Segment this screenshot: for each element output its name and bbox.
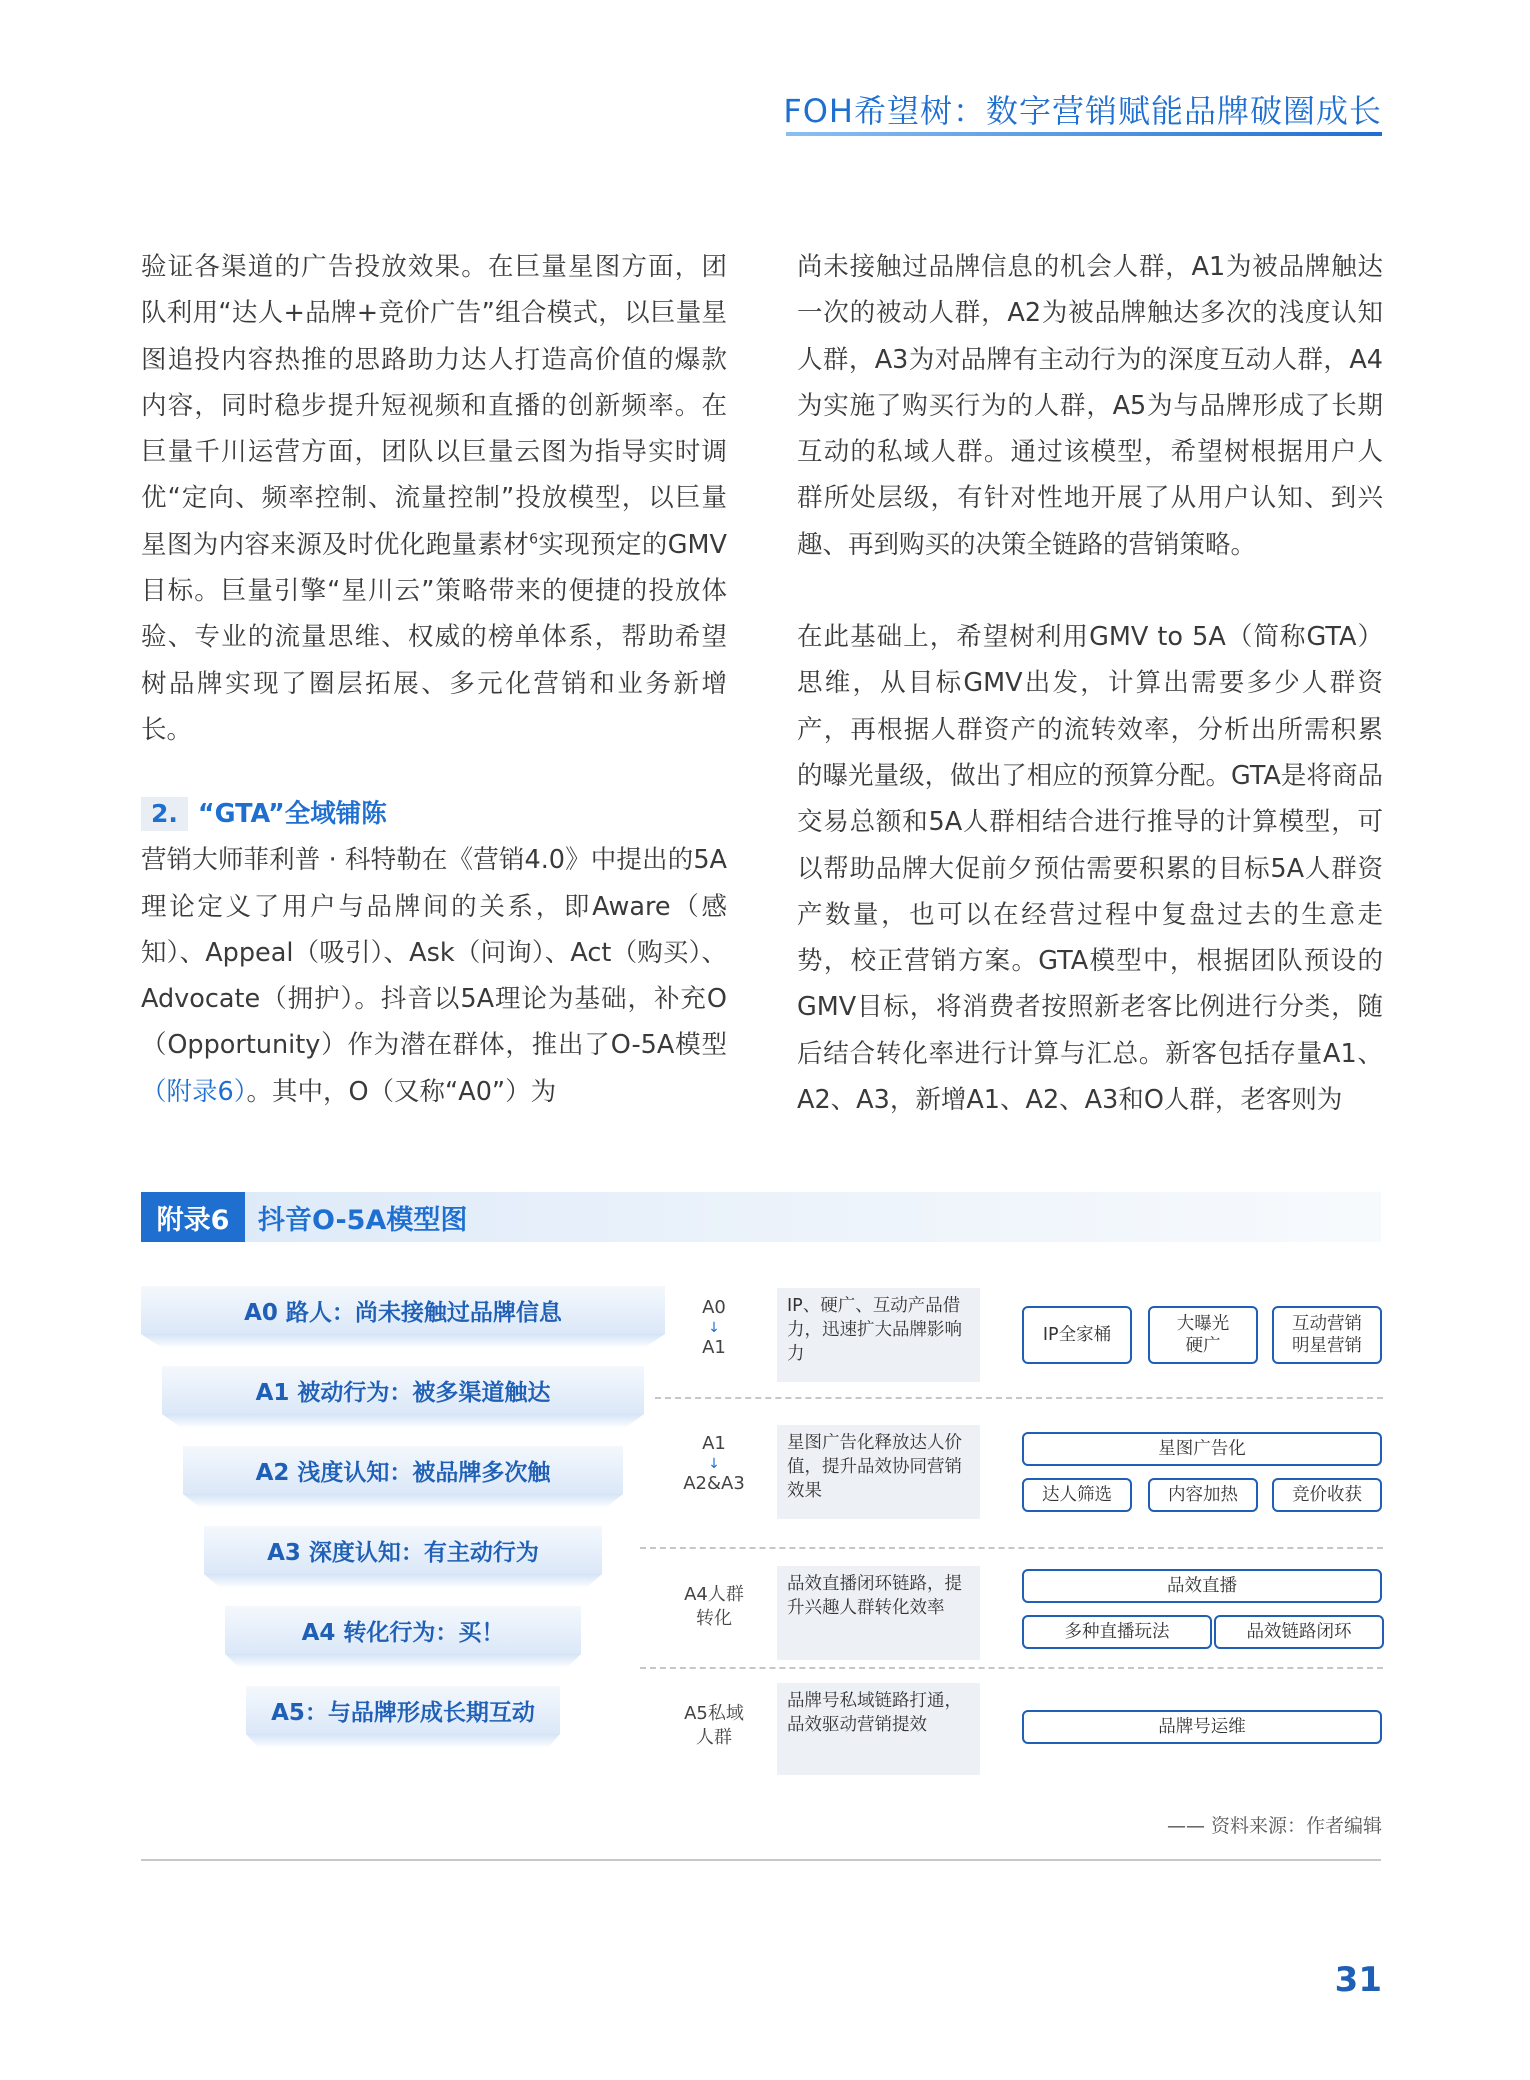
left-column (141, 244, 727, 1115)
funnel-level-a2: A2 浅度认知：被品牌多次触 (183, 1446, 623, 1494)
right-column (797, 244, 1383, 1123)
section-heading (141, 791, 727, 837)
arrow-down-icon: ↓ (708, 1320, 720, 1336)
running-header-title: FOH希望树：数字营销赋能品牌破圈成长 (783, 92, 1382, 130)
stage-4-description: 品牌号私域链路打通，品效驱动营销提效 (777, 1683, 980, 1775)
stage-2-description: 星图广告化释放达人价值，提升品效协同营销效果 (777, 1425, 980, 1519)
tag-content-boost: 内容加热 (1148, 1478, 1258, 1512)
tag-brand-account-ops: 品牌号运维 (1022, 1710, 1382, 1744)
section-title: “GTA”全域铺陈 (197, 799, 387, 830)
stage-2-label: A1 ↓ A2&A3 (669, 1432, 759, 1496)
right-paragraph-1: 尚未接触过品牌信息的机会人群，A1为被品牌触达一次的被动人群，A2为被品牌触达多次的浅度认知人群，A3为对品牌有主动行为的深度互动人群，A4为实施了购买行为的人群，A5为与品牌形成了长期互动的私域人群。通过该模型，希望树根据用户人群所处层级，有针对性地开展了从用户认知、到兴趣、再到购买的决策全链路的营销策略。 (797, 252, 1383, 560)
stage-3-description: 品效直播闭环链路，提升兴趣人群转化效率 (777, 1566, 980, 1660)
funnel-level-a5: A5：与品牌形成长期互动 (246, 1686, 560, 1734)
header-rule (786, 132, 1382, 136)
stage-divider (640, 1547, 1383, 1549)
page-number: 31 (1334, 1960, 1382, 2000)
stage-divider (655, 1397, 1383, 1399)
funnel-level-a4: A4 转化行为：买！ (225, 1606, 581, 1654)
arrow-down-icon: ↓ (708, 1456, 720, 1472)
bottom-rule (141, 1859, 1381, 1861)
tag-ip-bundle: IP全家桶 (1022, 1306, 1132, 1364)
left-paragraph-1: 验证各渠道的广告投放效果。在巨量星图方面，团队利用“达人+品牌+竞价广告”组合模式，以巨量星图追投内容热推的思路助力达人打造高价值的爆款内容，同时稳步提升短视频和直播的创新频率。在巨量千川运营方面，团队以巨量云图为指导实时调优“定向、频率控制、流量控制”投放模型，以巨量星图为内容来源及时优化跑量素材$^6$实现预定的GMV目标。巨量引擎“星川云”策略带来的便捷的投放体验、专业的流量思维、权威的榜单体系，帮助希望树品牌实现了圈层拓展、多元化营销和业务新增长。 (141, 252, 727, 745)
funnel-level-a3: A3 深度认知：有主动行为 (204, 1526, 602, 1574)
appendix-tag: 附录6 (141, 1192, 245, 1242)
footnote-ref[interactable]: 6 (529, 531, 539, 548)
tag-kol-screening: 达人筛选 (1022, 1478, 1132, 1512)
stage-1-description: IP、硬广、互动产品借力，迅速扩大品牌影响力 (777, 1288, 980, 1382)
right-paragraph-2: 在此基础上，希望树利用GMV to 5A（简称GTA）思维，从目标GMV出发，计算出需要多少人群资产，再根据人群资产的流转效率，分析出所需积累的曝光量级，做出了相应的预算分配。GTA是将商品交易总额和5A人群相结合进行推导的计算模型，可以帮助品牌大促前夕预估需要积累的目标5A人群资产数量，也可以在经营过程中复盘过去的生意走势，校正营销方案。GTA模型中，根据团队预设的GMV目标，将消费者按照新老客比例进行分类，随后结合转化率进行计算与汇总。新客包括存量A1、A2、A3，新增A1、A2、A3和O人群，老客则为 (797, 622, 1383, 1116)
tag-performance-live: 品效直播 (1022, 1569, 1382, 1603)
section-number: 2. (141, 797, 188, 831)
funnel-level-a1: A1 被动行为：被多渠道触达 (162, 1366, 644, 1414)
left-paragraph-2: 营销大师菲利普 · 科特勒在《营销4.0》中提出的5A理论定义了用户与品牌间的关系，即Aware（感知）、Appeal（吸引）、Ask（问询）、Act（购买）、Advocate（拥护）。抖音以5A理论为基础，补充O（Opportunity）作为潜在群体，推出了O-5A模型（附录6）。其中，O（又称“A0”）为 (141, 845, 727, 1107)
funnel-level-a0: A0 路人：尚未接触过品牌信息 (141, 1286, 665, 1334)
stage-4-label: A5私域 人群 (684, 1703, 744, 1748)
appendix-link[interactable]: （附录6） (141, 1076, 247, 1107)
source-note: —— 资料来源：作者编辑 (1166, 1815, 1382, 1837)
tag-closed-loop: 品效链路闭环 (1214, 1615, 1384, 1649)
appendix-title: 抖音O-5A模型图 (258, 1204, 468, 1236)
tag-big-exposure: 大曝光 硬广 (1148, 1306, 1258, 1364)
stage-divider (640, 1667, 1383, 1669)
tag-bid-harvest: 竞价收获 (1272, 1478, 1382, 1512)
stage-1-label: A0 ↓ A1 (669, 1296, 759, 1360)
stage-3-label: A4人群 转化 (684, 1584, 744, 1629)
tag-xingtu-ads: 星图广告化 (1022, 1432, 1382, 1466)
tag-live-formats: 多种直播玩法 (1022, 1615, 1212, 1649)
tag-interactive-marketing: 互动营销 明星营销 (1272, 1306, 1382, 1364)
